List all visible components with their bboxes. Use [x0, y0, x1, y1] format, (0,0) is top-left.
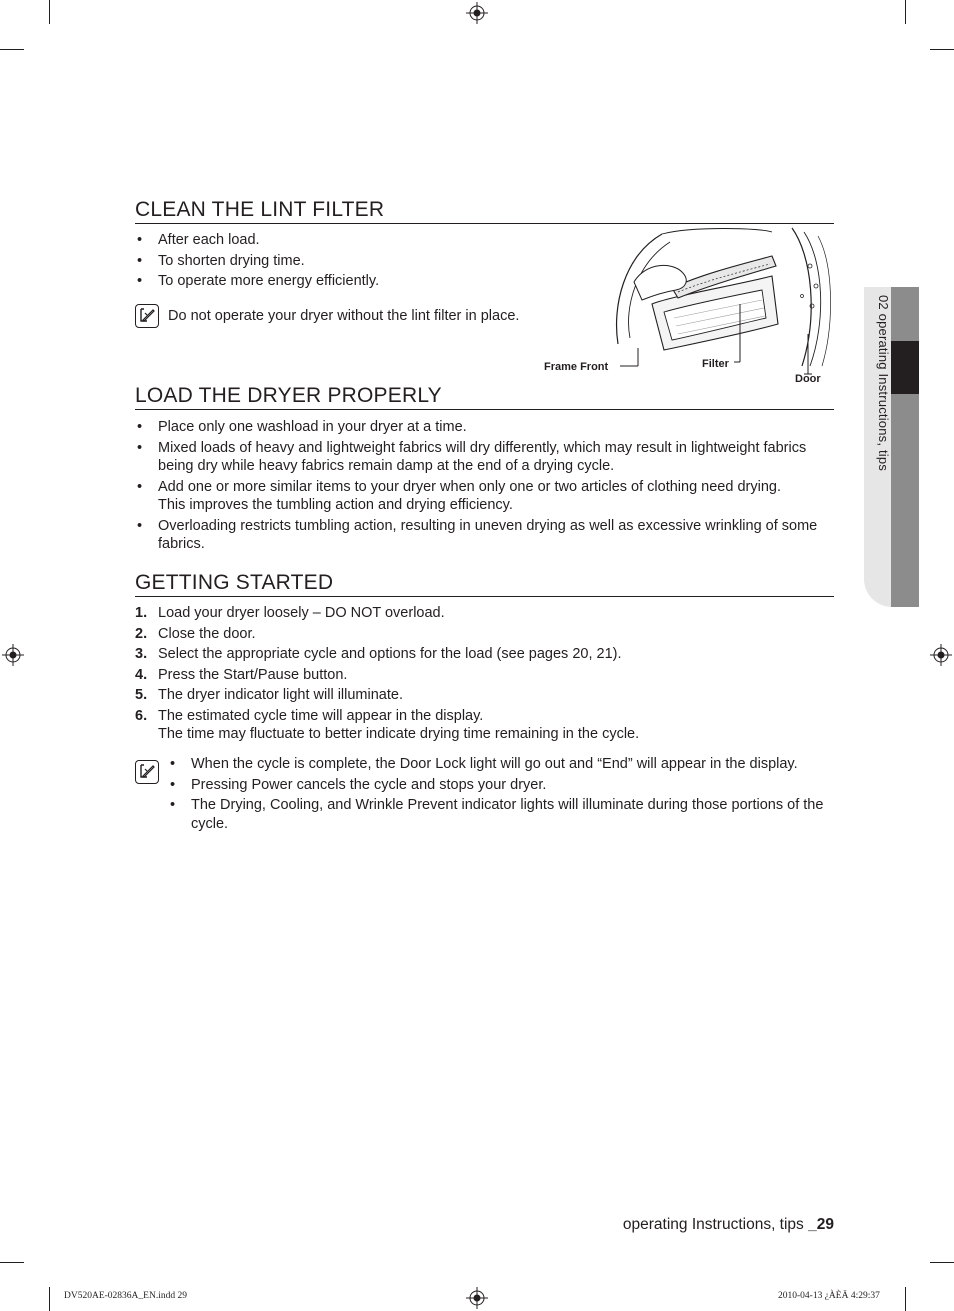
crop-mark — [49, 0, 50, 24]
crop-mark — [0, 1262, 24, 1263]
page-footer — [623, 1216, 834, 1234]
dryer-filter-diagram — [612, 226, 834, 376]
crop-mark — [905, 0, 906, 24]
step-text: Close the door. — [158, 625, 256, 642]
step-text: Load your dryer loosely – DO NOT overload. — [158, 605, 445, 621]
load-bullet-list — [135, 418, 825, 554]
step-number: 5. — [135, 687, 148, 703]
step-number: 4. — [135, 666, 148, 683]
registration-mark-icon — [930, 644, 952, 666]
footer-section-name: operating Instructions, tips — [622, 1216, 804, 1233]
side-tab-stripe — [891, 287, 919, 607]
list-item: • Place only one washload in your dryer at a time. — [135, 418, 825, 437]
list-item: • After each load. — [135, 231, 595, 250]
slug-timestamp: 2010-04-13 ¿ÀÈÄ 4:29:37 — [778, 1291, 880, 1301]
registration-mark-icon — [466, 2, 488, 24]
diagram-label-frame-front: Frame Front — [544, 361, 609, 373]
step-number: 3. — [135, 646, 148, 662]
list-item: • Mixed loads of heavy and lightweight fabrics will dry differently, which may result in lightweight fabrics being dry while heavy fabrics remain damp at the end of a drying cycle. — [135, 439, 825, 476]
list-item-text: This improves the tumbling action and drying efficiency. — [158, 497, 513, 513]
section-title-start: GETTING STARTED — [135, 572, 834, 597]
crop-mark — [905, 1287, 906, 1311]
step-number: 2. — [135, 625, 148, 642]
list-item: • To operate more energy efficiently. — [135, 272, 595, 291]
step-text-extra: The time may fluctuate to better indicate drying time remaining in the cycle. — [158, 726, 640, 742]
crop-mark — [930, 49, 954, 50]
step-number: 1. — [135, 605, 148, 621]
note-icon — [135, 760, 159, 784]
crop-mark — [930, 1262, 954, 1263]
note-icon — [135, 304, 159, 328]
side-tab-marker — [891, 341, 919, 394]
slug-file: DV520AE-02836A_EN.indd 29 — [64, 1291, 187, 1301]
list-item: • Pressing Power cancels the cycle and stops your dryer. — [168, 776, 834, 795]
registration-mark-icon — [2, 644, 24, 666]
step-text: Select the appropriate cycle and options for the load (see pages 20, 21). — [158, 646, 622, 662]
list-item: • The Drying, Cooling, and Wrinkle Prevent indicator lights will illuminate during those portions of the cycle. — [168, 796, 834, 833]
diagram-label-door: Door — [795, 373, 821, 385]
list-item — [135, 645, 835, 664]
list-item: • When the cycle is complete, the Door Lock light will go out and “End” will appear in the display. — [168, 755, 834, 774]
list-item: • To shorten drying time. — [135, 252, 595, 271]
crop-mark — [0, 49, 24, 50]
crop-mark — [49, 1287, 50, 1311]
step-text: The estimated cycle time will appear in the display. — [158, 707, 484, 724]
list-item — [135, 666, 835, 685]
page-number: _29 — [808, 1216, 834, 1233]
list-item — [135, 707, 835, 744]
step-text: The dryer indicator light will illuminate. — [158, 687, 403, 703]
lint-bullet-list — [135, 231, 595, 291]
side-tab-label: 02 operating Instructions, tips — [876, 295, 891, 472]
section-title-lint: CLEAN THE LINT FILTER — [135, 199, 834, 224]
list-item: • Overloading restricts tumbling action, resulting in uneven drying as well as excessive wrinkling of some fabrics. — [135, 517, 825, 554]
note-text: Do not operate your dryer without the lint filter in place. — [168, 308, 520, 324]
step-number: 6. — [135, 707, 148, 724]
diagram-label-filter: Filter — [702, 358, 729, 370]
list-item — [135, 686, 835, 705]
step-text: Press the Start/Pause button. — [158, 666, 348, 683]
section-title-load: LOAD THE DRYER PROPERLY — [135, 385, 834, 410]
start-note-list — [168, 755, 834, 833]
list-item — [135, 625, 835, 644]
list-item — [135, 604, 835, 623]
list-item-text: Add one or more similar items to your dryer when only one or two articles of clothing need drying. — [158, 478, 781, 495]
list-item — [135, 478, 825, 515]
start-step-list — [135, 604, 835, 744]
registration-mark-icon — [466, 1287, 488, 1309]
